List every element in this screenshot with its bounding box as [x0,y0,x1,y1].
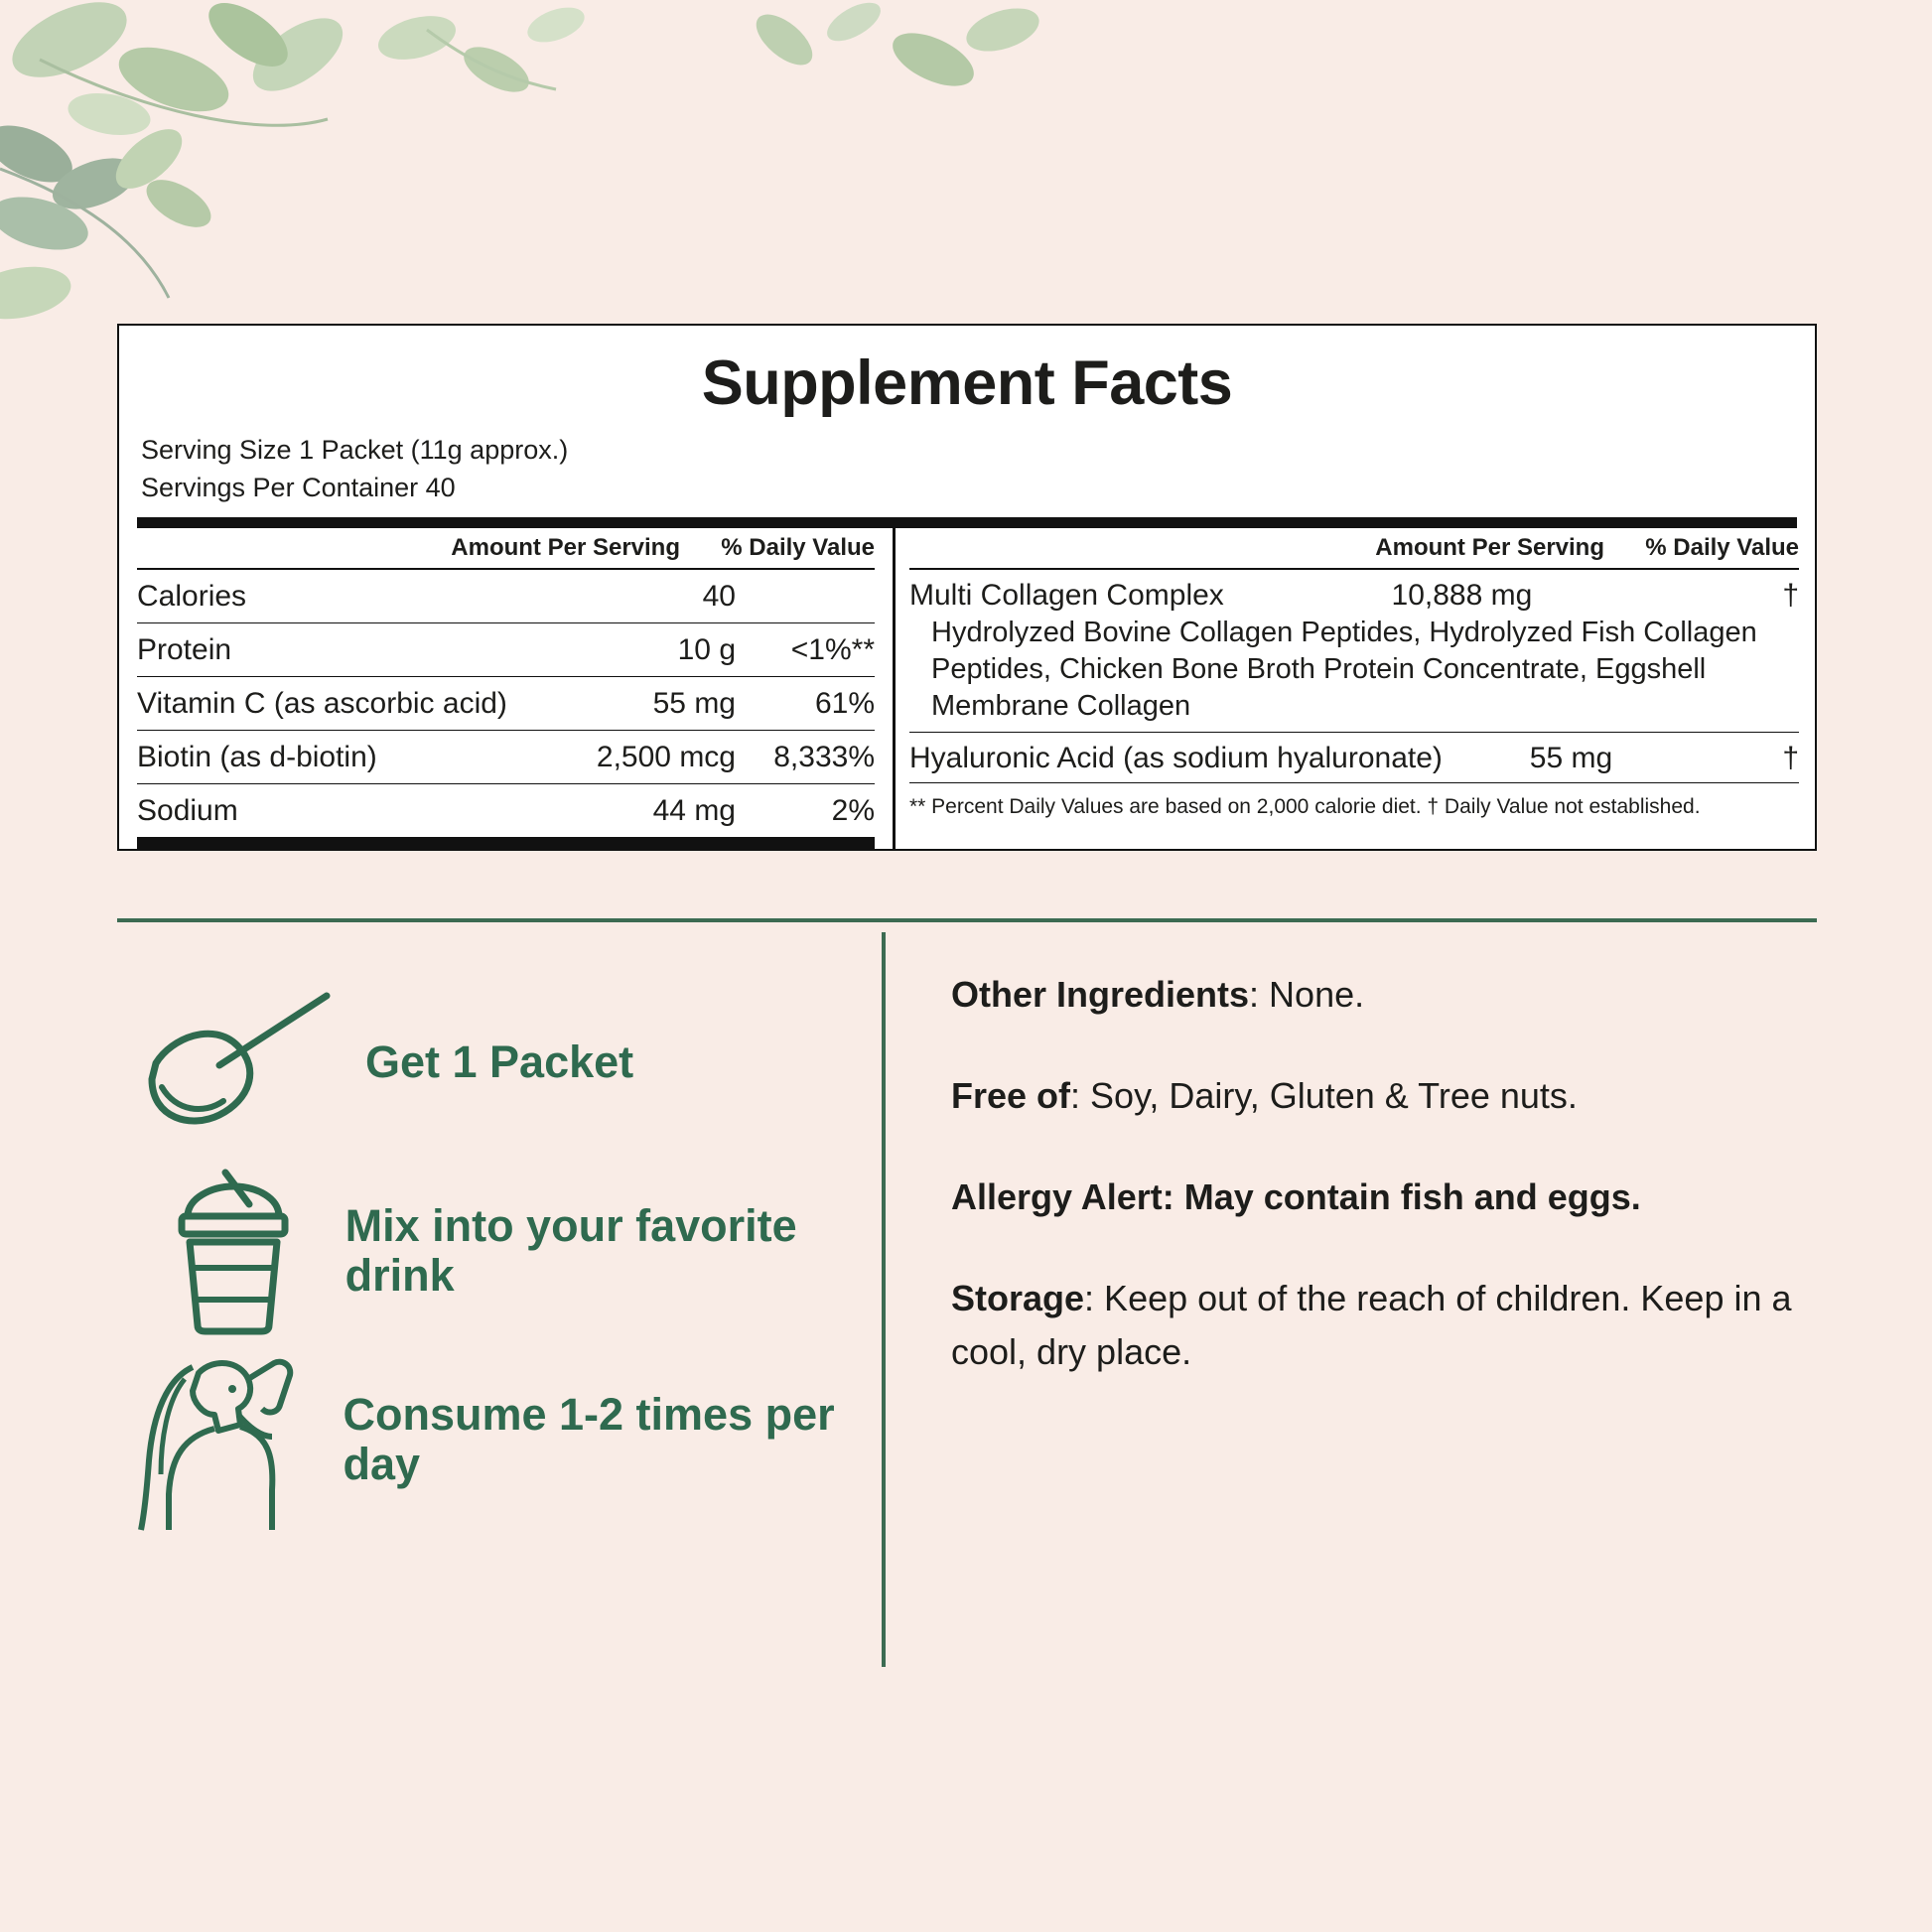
nutrient-dv: 8,333% [773,740,875,773]
section-divider-horizontal [117,918,1817,922]
ingredient-amount: 10,888 mg [1391,578,1533,612]
thick-rule-top [137,517,1797,528]
table-row [137,784,875,838]
note-text: : None. [1249,974,1365,1015]
left-column-header [137,528,875,570]
servings-per-container: Servings Per Container 40 [141,473,456,503]
note-text: : Keep out of the reach of children. Keep in a cool, dry place. [951,1278,1792,1372]
table-row [137,677,875,731]
nutrient-name: Biotin (as d-biotin) [137,740,377,773]
nutrient-amount: 2,500 mcg [596,740,736,773]
list-item [117,968,872,1157]
note-other-ingredients [951,968,1805,1022]
leaf-art-icon [0,0,1092,338]
facts-left-column [119,528,896,849]
table-row [909,570,1799,733]
decorative-leaves [0,0,1092,328]
right-column-header [909,528,1799,570]
ingredient-name: Hyaluronic Acid (as sodium hyaluronate) [909,741,1443,774]
step-label: Consume 1-2 times per day [343,1388,835,1489]
product-notes [951,968,1805,1427]
nutrient-amount: 44 mg [652,793,736,827]
usage-and-notes-section [117,918,1817,1703]
table-row [137,623,875,677]
scoop-icon [117,988,365,1137]
step-label: Get 1 Packet [365,1035,634,1087]
nutrient-dv: <1%** [790,632,875,666]
list-item [117,1345,872,1534]
table-row [909,733,1799,783]
facts-columns [119,528,1815,849]
daily-value-footnote: ** Percent Daily Values are based on 2,000 calorie diet. † Daily Value not established. [909,794,1701,818]
nutrient-amount: 55 mg [652,686,736,720]
header-amount-per-serving: Amount Per Serving [451,533,680,561]
table-row [137,570,875,623]
note-text: : Soy, Dairy, Gluten & Tree nuts. [1070,1075,1578,1116]
supplement-facts-panel [117,324,1817,851]
header-daily-value: % Daily Value [721,533,875,561]
step-label: Mix into your favorite drink [345,1199,797,1301]
nutrient-amount: 10 g [677,632,736,666]
header-amount-per-serving: Amount Per Serving [1375,533,1604,561]
nutrient-dv: 61% [814,686,875,720]
header-daily-value: % Daily Value [1645,533,1799,561]
nutrient-amount: 40 [702,579,736,613]
nutrient-name: Protein [137,632,232,666]
note-label: Other Ingredients [951,974,1250,1015]
nutrient-name: Vitamin C (as ascorbic acid) [137,686,507,720]
serving-size: Serving Size 1 Packet (11g approx.) [141,435,569,465]
thick-rule-bottom [137,838,875,849]
drink-cup-icon [117,1165,345,1338]
nutrient-name: Calories [137,579,247,613]
ingredient-dv: † [1782,741,1799,774]
table-row [137,731,875,784]
section-divider-vertical [882,932,886,1667]
note-label: Free of [951,1075,1071,1116]
note-allergy-alert [951,1171,1805,1224]
note-free-of [951,1069,1805,1123]
nutrient-dv: 2% [831,793,875,827]
note-label: Storage [951,1278,1085,1318]
ingredient-name: Multi Collagen Complex [909,578,1224,612]
ingredient-amount: 55 mg [1529,741,1613,774]
note-storage [951,1272,1805,1379]
list-item [117,1157,872,1345]
ingredient-sublist: Hydrolyzed Bovine Collagen Peptides, Hydrolyzed Fish Collagen Peptides, Chicken Bone Broth Protein Concentrate, Eggshell Membrane Collagen [931,616,1757,722]
ingredient-dv: † [1782,578,1799,612]
usage-steps [117,968,872,1534]
note-label: Allergy Alert: May contain fish and eggs. [951,1176,1641,1217]
page-title: Supplement Facts [701,348,1233,418]
person-drinking-icon [117,1345,343,1534]
nutrient-name: Sodium [137,793,238,827]
facts-right-column [896,528,1815,849]
serving-info [119,425,1815,517]
